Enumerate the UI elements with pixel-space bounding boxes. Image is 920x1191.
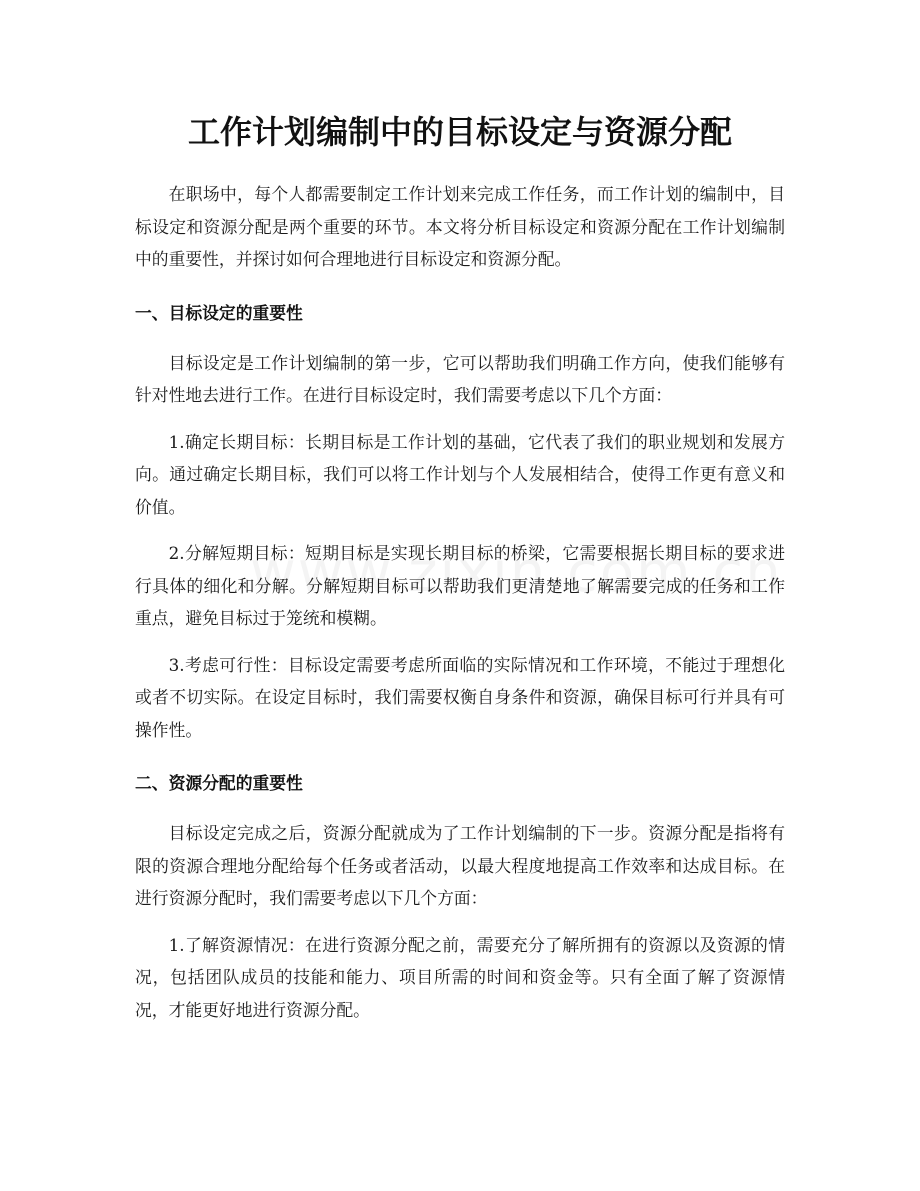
document-title: 工作计划编制中的目标设定与资源分配	[187, 113, 732, 151]
section-2-item-1: 1.了解资源情况：在进行资源分配之前，需要充分了解所拥有的资源以及资源的情况，包括团队成员的技能和能力、项目所需的时间和资金等。只有全面了解了资源情况，才能更好地进行资源分配。	[135, 934, 785, 1020]
section-1-item-1: 1.确定长期目标：长期目标是工作计划的基础，它代表了我们的职业规划和发展方向。通过确定长期目标，我们可以将工作计划与个人发展相结合，使得工作更有意义和价值。	[135, 431, 785, 517]
section-1-item-2: 2.分解短期目标：短期目标是实现长期目标的桥梁，它需要根据长期目标的要求进行具体的细化和分解。分解短期目标可以帮助我们更清楚地了解需要完成的任务和工作重点，避免目标过于笼统和模糊。	[135, 543, 785, 628]
intro-paragraph: 在职场中，每个人都需要制定工作计划来完成工作任务，而工作计划的编制中，目标设定和资源分配是两个重要的环节。本文将分析目标设定和资源分配在工作计划编制中的重要性，并探讨如何合理地进行目标设定和资源分配。	[135, 184, 785, 269]
section-2-heading: 二、资源分配的重要性	[135, 773, 303, 793]
section-2-lead: 目标设定完成之后，资源分配就成为了工作计划编制的下一步。资源分配是指将有限的资源合理地分配给每个任务或者活动，以最大程度地提高工作效率和达成目标。在进行资源分配时，我们需要考虑以下几个方面：	[135, 823, 785, 908]
section-1-heading: 一、目标设定的重要性	[135, 302, 303, 323]
section-1-item-3: 3.考虑可行性：目标设定需要考虑所面临的实际情况和工作环境，不能过于理想化或者不切实际。在设定目标时，我们需要权衡自身条件和资源，确保目标可行并具有可操作性。	[135, 654, 785, 740]
section-1-lead: 目标设定是工作计划编制的第一步，它可以帮助我们明确工作方向，使我们能够有针对性地去进行工作。在进行目标设定时，我们需要考虑以下几个方面：	[135, 352, 785, 405]
document-body	[135, 178, 785, 1026]
